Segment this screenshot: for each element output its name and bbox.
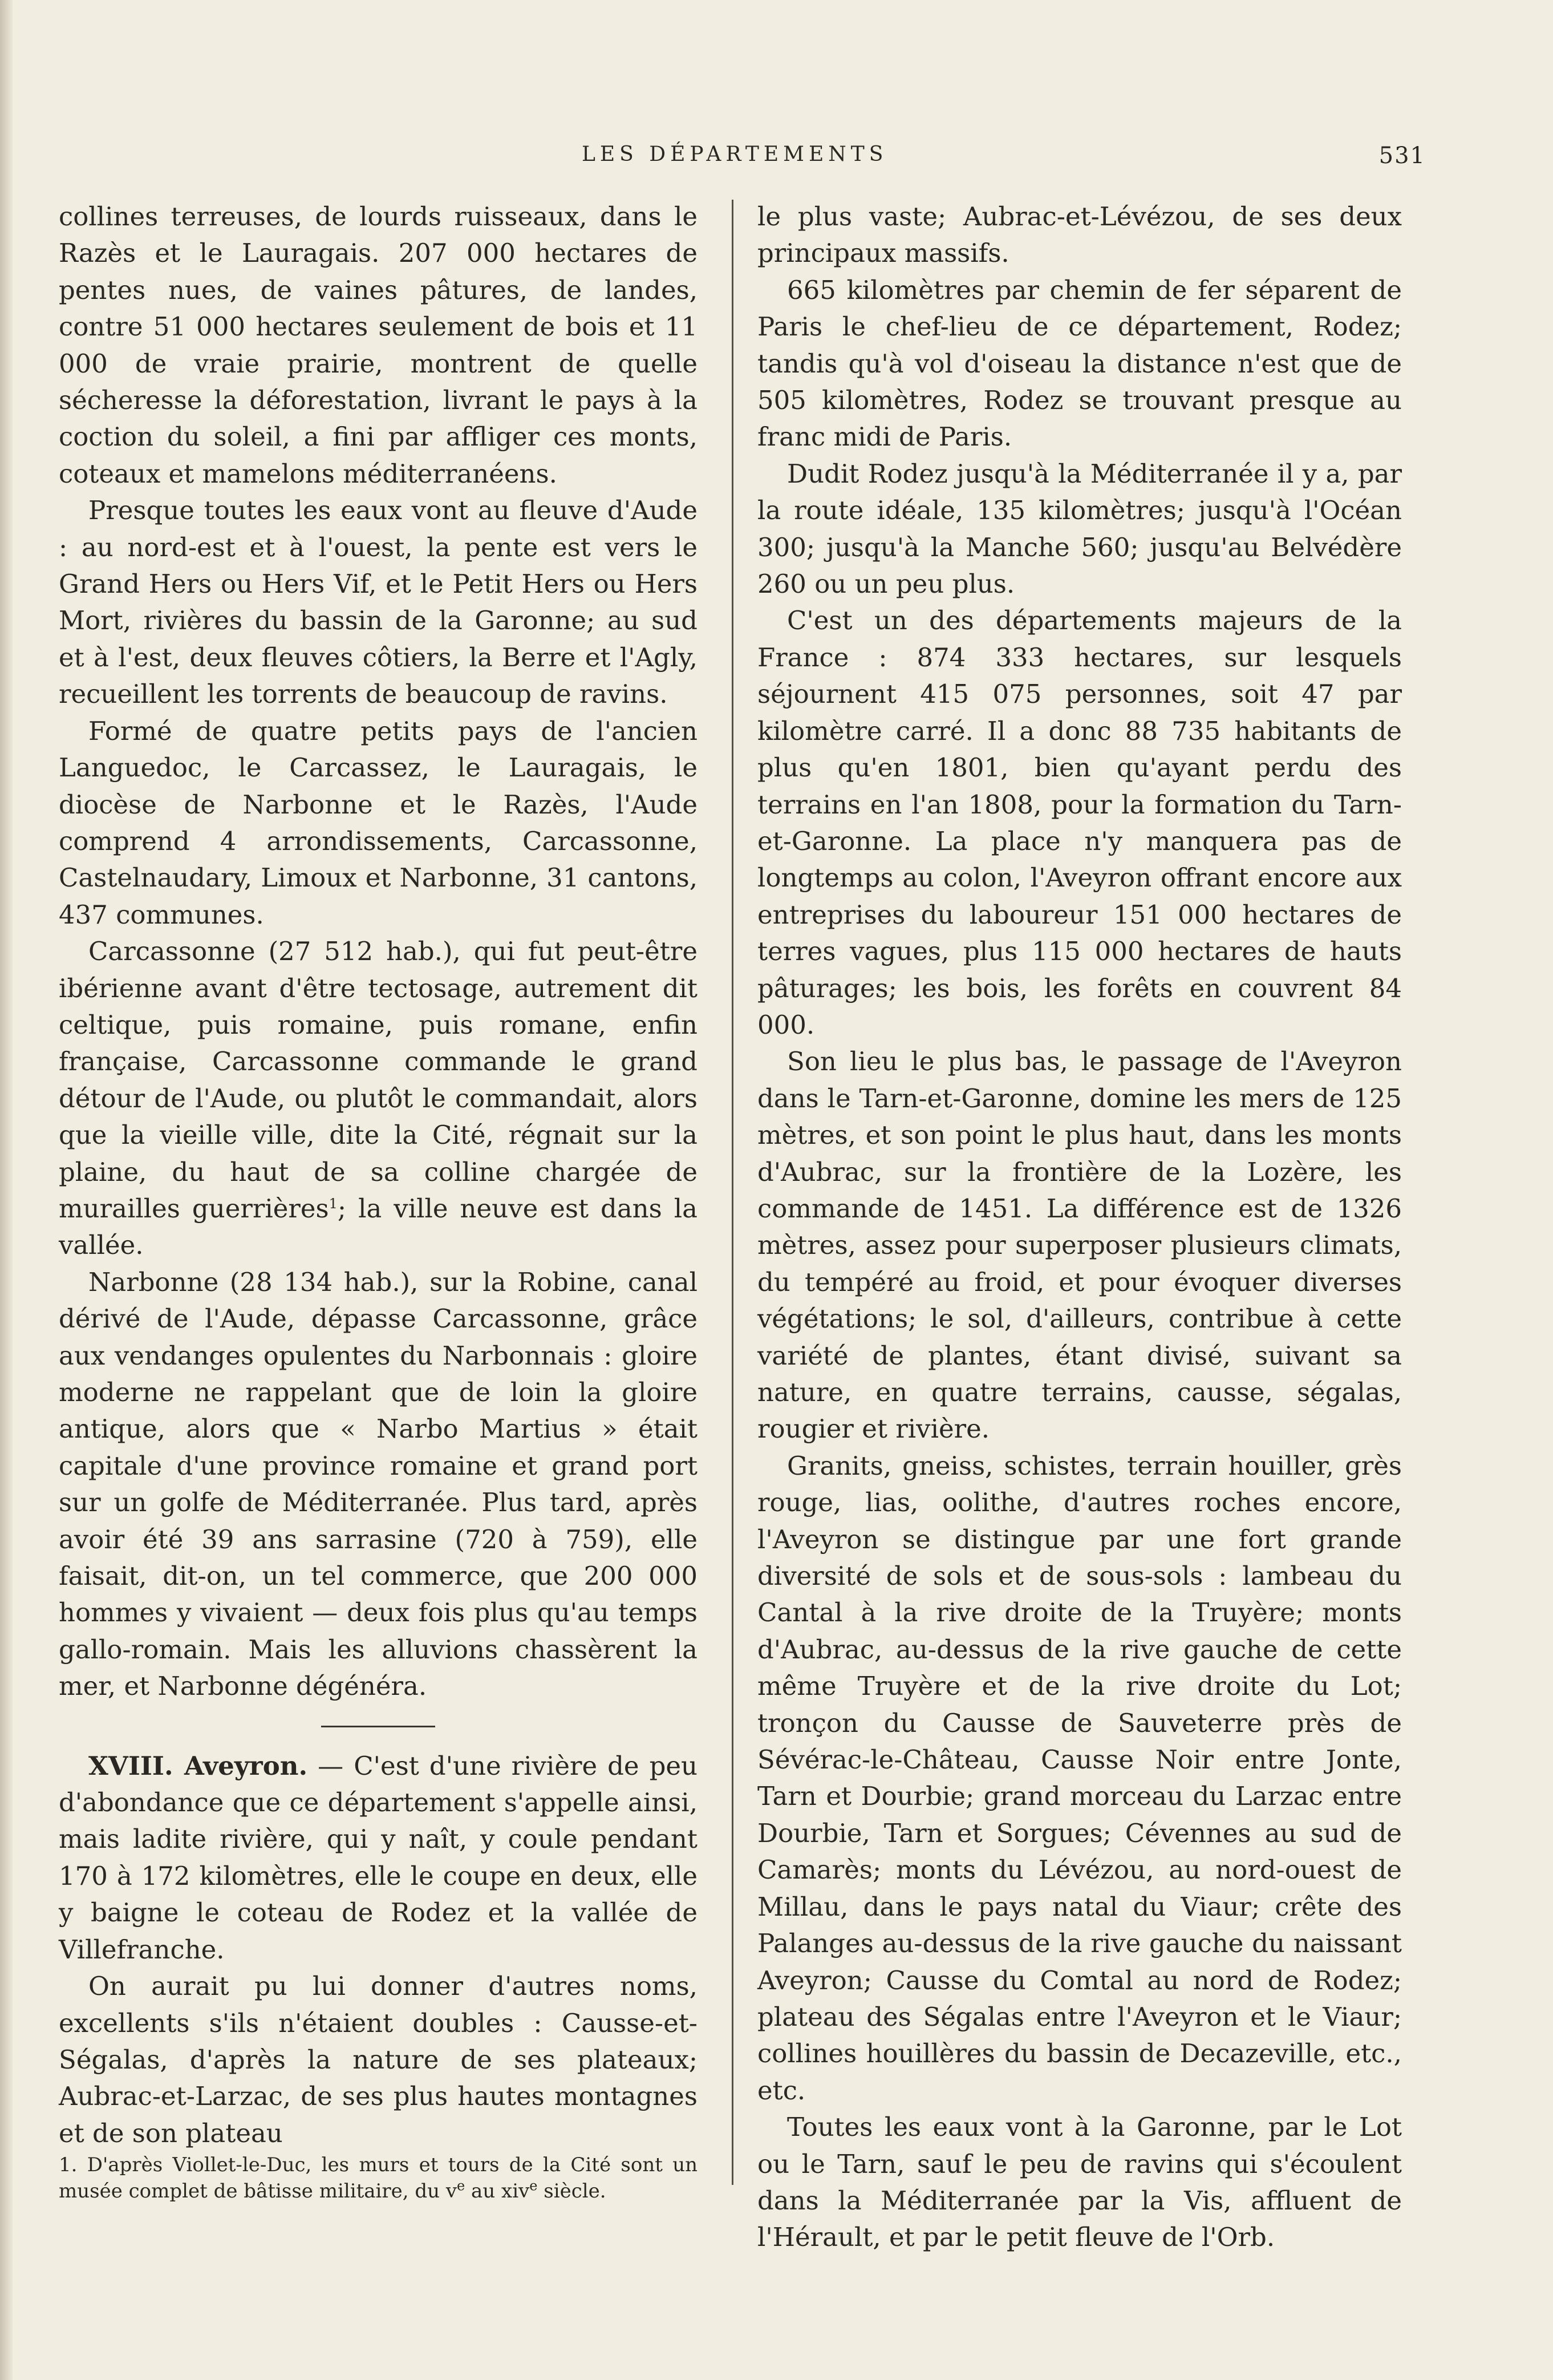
paragraph: Formé de quatre petits pays de l'ancien Languedoc, le Carcassez, le Lauragais, le diocèse de Narbonne et le Razès, l'Aude comprend 4 arrondissements, Carcassonne, Castelnaudary, Limoux et Narbonne, 31 cantons, 437 communes.: [59, 715, 698, 930]
footnote-superscript: e: [457, 2177, 465, 2194]
footnote: [59, 2152, 698, 2204]
paragraph: 665 kilomètres par chemin de fer séparent de Paris le chef-lieu de ce département, Rodez; tandis qu'à vol d'oiseau la distance n'est que de 505 kilomètres, Rodez se trouvant presque au franc midi de Paris.: [757, 274, 1402, 452]
left-column: [59, 199, 698, 2204]
page-number: 531: [1378, 143, 1426, 169]
running-title: LES DÉPARTEMENTS: [582, 143, 888, 166]
footnote-number: 1.: [59, 2154, 78, 2177]
paragraph: Dudit Rodez jusqu'à la Méditerranée il y a, par la route idéale, 135 kilomètres; jusqu'à l'Océan 300; jusqu'à la Manche 560; jusqu'au Belvédère 260 ou un peu plus.: [757, 458, 1402, 600]
paragraph: Toutes les eaux vont à la Garonne, par le Lot ou le Tarn, sauf le peu de ravins qui s'écoulent dans la Méditerranée par la Vis, affluent de l'Hérault, et par le petit fleuve de l'Orb.: [757, 2112, 1402, 2253]
paragraph-text: ; la ville neuve est dans la vallée.: [59, 1193, 698, 1261]
paragraph-text: Carcassonne (27 512 hab.), qui fut peut-être ibérienne avant d'être tectosage, autrement dit celtique, puis romaine, puis romane, enfin française, Carcassonne commande le grand détour de l'Aude, ou plutôt le commandait, alors que la vieille ville, dite la Cité, régnait sur la plaine, du haut de sa colline chargée de murailles guerrières: [59, 936, 698, 1224]
paragraph: Granits, gneiss, schistes, terrain houiller, grès rouge, lias, oolithe, d'autres roches encore, l'Aveyron se distingue par une fort grande diversité de sols et de sous-sols : lambeau du Cantal à la rive droite de la Truyère; monts d'Aubrac, au-dessus de la rive gauche de cette même Truyère et de la rive droite du Lot; tronçon du Causse de Sauveterre près de Sévérac-le-Château, Causse Noir entre Jonte, Tarn et Dourbie; grand morceau du Larzac entre Dourbie, Tarn et Sorgues; Cévennes au sud de Camarès; monts du Lévézou, au nord-ouest de Millau, dans le pays natal du Viaur; crête des Palanges au-dessus de la rive gauche du naissant Aveyron; Causse du Comtal au nord de Rodez; plateau des Ségalas entre l'Aveyron et le Viaur; collines houillères du bassin de Decazeville, etc., etc.: [757, 1450, 1402, 2106]
section-heading: XVIII. Aveyron.: [88, 1750, 308, 1781]
right-column: [757, 199, 1402, 2256]
section-separator: [321, 1726, 435, 1727]
column-divider: [732, 200, 733, 2185]
paragraph-text: — C'est d'une rivière de peu d'abondance que ce département s'appelle ainsi, mais ladite rivière, qui y naît, y coule pendant 170 à 172 kilomètres, elle le coupe en deux, elle y baigne le coteau de Rodez et la vallée de Villefranche.: [59, 1750, 698, 1965]
paragraph: Son lieu le plus bas, le passage de l'Aveyron dans le Tarn-et-Garonne, domine les mers de 125 mètres, et son point le plus haut, dans les monts d'Aubrac, sur la frontière de la Lozère, les commande de 1451. La différence est de 1326 mètres, assez pour superposer plusieurs climats, du tempéré au froid, et pour évoquer diverses végétations; le sol, d'ailleurs, contribue à cette variété de plantes, étant divisé, suivant sa nature, en quatre terrains, causse, ségalas, rougier et rivière.: [757, 1046, 1402, 1444]
footnote-marker: 1: [329, 1195, 338, 1212]
footnote-text: siècle.: [537, 2180, 606, 2203]
paragraph: Narbonne (28 134 hab.), sur la Robine, canal dérivé de l'Aude, dépasse Carcassonne, grâce aux vendanges opulentes du Narbonnais : gloire moderne ne rappelant que de loin la gloire antique, alors que « Narbo Martius » était capitale d'une province romaine et grand port sur un golfe de Méditerranée. Plus tard, après avoir été 39 ans sarrasine (720 à 759), elle faisait, dit-on, un tel commerce, que 200 000 hommes y vivaient — deux fois plus qu'au temps gallo-romain. Mais les alluvions chassèrent la mer, et Narbonne dégénéra.: [59, 1266, 698, 1702]
section-paragraph: [59, 1748, 698, 1968]
paragraph: le plus vaste; Aubrac-et-Lévézou, de ses deux principaux massifs.: [757, 201, 1402, 269]
paragraph: collines terreuses, de lourds ruisseaux, dans le Razès et le Lauragais. 207 000 hectares de pentes nues, de vaines pâtures, de landes, contre 51 000 hectares seulement de bois et 11 000 de vraie prairie, montrent de quelle sécheresse la déforestation, livrant le pays à la coction du soleil, a fini par affliger ces monts, coteaux et mamelons méditerranéens.: [59, 201, 698, 489]
paragraph: C'est un des départements majeurs de la France : 874 333 hectares, sur lesquels séjournent 415 075 personnes, soit 47 par kilomètre carré. Il a donc 88 735 habitants de plus qu'en 1801, bien qu'ayant perdu des terrains en l'an 1808, pour la formation du Tarn-et-Garonne. La place n'y manquera pas de longtemps au colon, l'Aveyron offrant encore aux entreprises du laboureur 151 000 hectares de terres vagues, plus 115 000 hectares de hauts pâturages; les bois, les forêts en couvrent 84 000.: [757, 605, 1402, 1040]
page-binding-edge: [0, 0, 13, 2380]
paragraph: Presque toutes les eaux vont au fleuve d'Aude : au nord-est et à l'ouest, la pente est vers le Grand Hers ou Hers Vif, et le Petit Hers ou Hers Mort, rivières du bassin de la Garonne; au sud et à l'est, deux fleuves côtiers, la Berre et l'Agly, recueillent les torrents de beaucoup de ravins.: [59, 495, 698, 710]
running-header: [570, 143, 1426, 183]
footnote-text: au xiv: [465, 2180, 530, 2203]
footnote-text: D'après Viollet-le-Duc, les murs et tours de la Cité sont un musée complet de bâtisse militaire, du v: [59, 2154, 698, 2203]
footnote-superscript: e: [529, 2177, 538, 2194]
paragraph: [59, 933, 698, 1264]
paragraph: On aurait pu lui donner d'autres noms, excellents s'ils n'étaient doubles : Causse-et-Ségalas, d'après la nature de ses plateaux; Aubrac-et-Larzac, de ses plus hautes montagnes et de son plateau: [59, 1971, 698, 2148]
